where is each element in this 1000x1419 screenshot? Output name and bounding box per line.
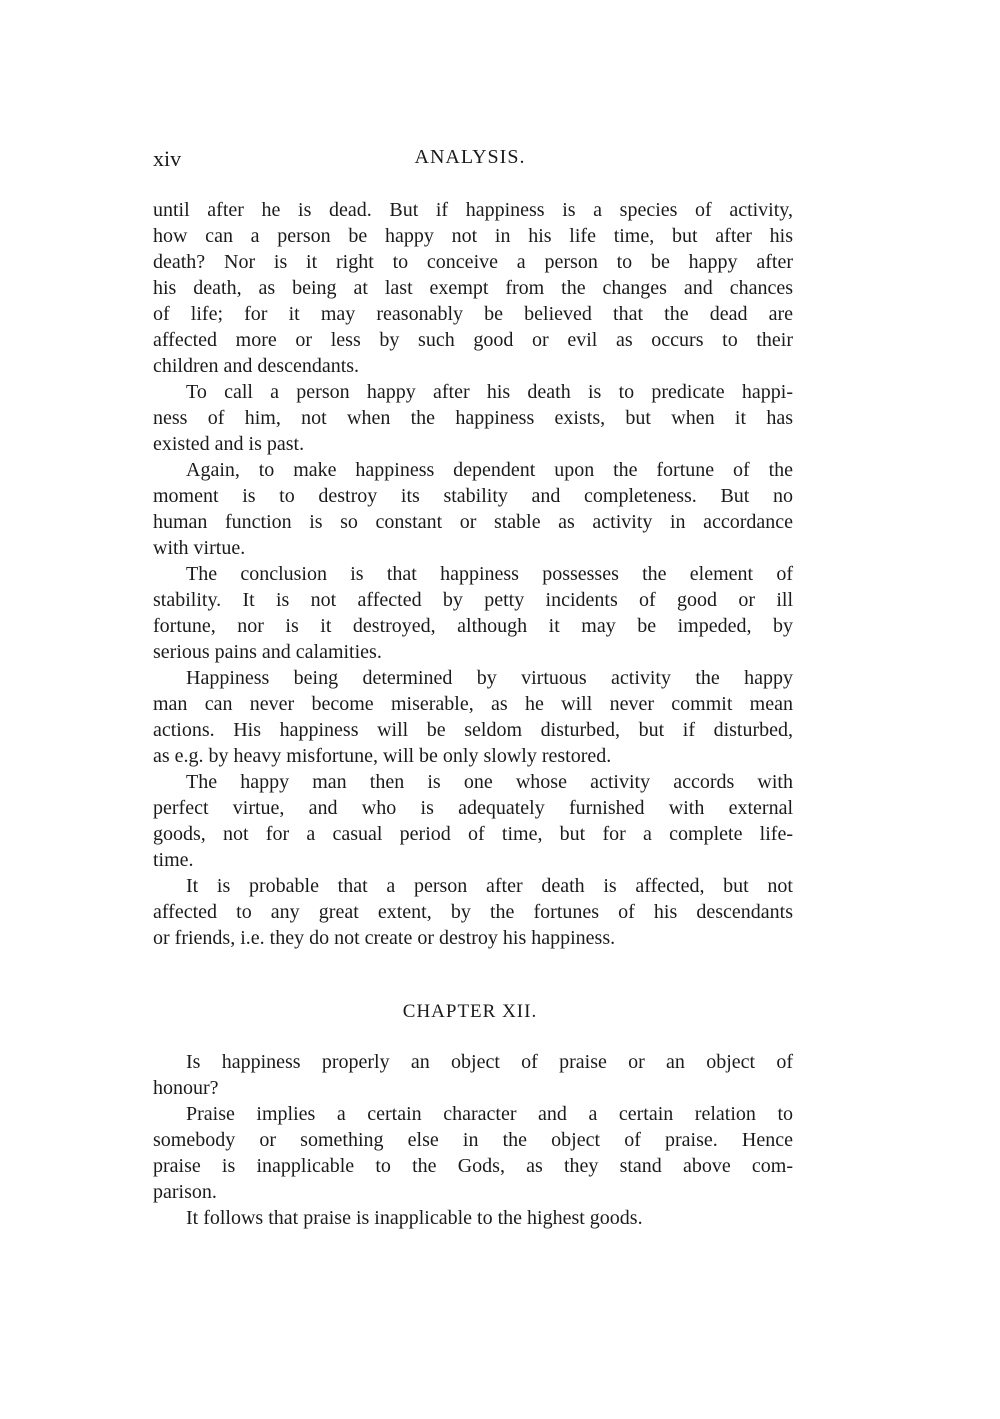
text-line: parison. [153, 1181, 217, 1203]
paragraph [153, 379, 793, 457]
text-line: of life; for it may reasonably be believed that the dead are [153, 303, 793, 325]
text-line: goods, not for a casual period of time, but for a complete life- [153, 823, 793, 845]
text-line: with virtue. [153, 537, 246, 559]
text-line: actions. His happiness will be seldom disturbed, but if disturbed, [153, 719, 793, 741]
text-line: affected more or less by such good or evil as occurs to their [153, 329, 793, 351]
text-line: affected to any great extent, by the fortunes of his descendants [153, 901, 793, 923]
running-head: ANALYSIS. [414, 146, 526, 168]
text-line: To call a person happy after his death is to predicate happi- [186, 381, 793, 403]
text-line: existed and is past. [153, 433, 305, 455]
text-line: Again, to make happiness dependent upon the fortune of the [186, 459, 793, 481]
text-line: moment is to destroy its stability and completeness. But no [153, 485, 793, 507]
text-line: fortune, nor is it destroyed, although it may be impeded, by [153, 615, 793, 637]
chapter-xii-text-section [153, 1049, 793, 1231]
text-line: serious pains and calamities. [153, 641, 382, 663]
text-line: It is probable that a person after death is affected, but not [186, 875, 793, 897]
text-line: as e.g. by heavy misfortune, will be only slowly restored. [153, 745, 612, 767]
chapter-heading: CHAPTER XII. [402, 1001, 538, 1022]
paragraph [153, 1205, 793, 1231]
paragraph [153, 873, 793, 951]
text-line: his death, as being at last exempt from the changes and chances [153, 277, 793, 299]
text-line: The happy man then is one whose activity accords with [186, 771, 793, 793]
page-number: xiv [153, 146, 182, 171]
text-line: perfect virtue, and who is adequately furnished with external [153, 797, 793, 819]
analysis-text-section [153, 197, 793, 951]
text-line: ness of him, not when the happiness exists, but when it has [153, 407, 793, 429]
text-line: Happiness being determined by virtuous activity the happy [186, 667, 793, 689]
text-line: or friends, i.e. they do not create or destroy his happiness. [153, 927, 616, 949]
text-line: somebody or something else in the object of praise. Hence [153, 1129, 793, 1151]
text-line: Is happiness properly an object of praise or an object of [186, 1051, 793, 1073]
paragraph [153, 197, 793, 379]
paragraph [153, 1049, 793, 1101]
text-line: stability. It is not affected by petty incidents of good or ill [153, 589, 793, 611]
text-line: It follows that praise is inapplicable to the highest goods. [186, 1207, 643, 1229]
paragraph [153, 665, 793, 769]
paragraph [153, 769, 793, 873]
text-line: until after he is dead. But if happiness is a species of activity, [153, 199, 793, 221]
text-line: man can never become miserable, as he will never commit mean [153, 693, 793, 715]
paragraph [153, 1101, 793, 1205]
text-line: children and descendants. [153, 355, 360, 377]
text-line: human function is so constant or stable as activity in accordance [153, 511, 793, 533]
text-line: honour? [153, 1077, 219, 1099]
text-line: praise is inapplicable to the Gods, as they stand above com- [153, 1155, 793, 1177]
paragraph [153, 561, 793, 665]
text-line: time. [153, 849, 194, 871]
paragraph [153, 457, 793, 561]
text-line: Praise implies a certain character and a certain relation to [186, 1103, 793, 1125]
text-line: death? Nor is it right to conceive a person to be happy after [153, 251, 793, 273]
text-line: how can a person be happy not in his life time, but after his [153, 225, 793, 247]
text-line: The conclusion is that happiness possesses the element of [186, 563, 793, 585]
